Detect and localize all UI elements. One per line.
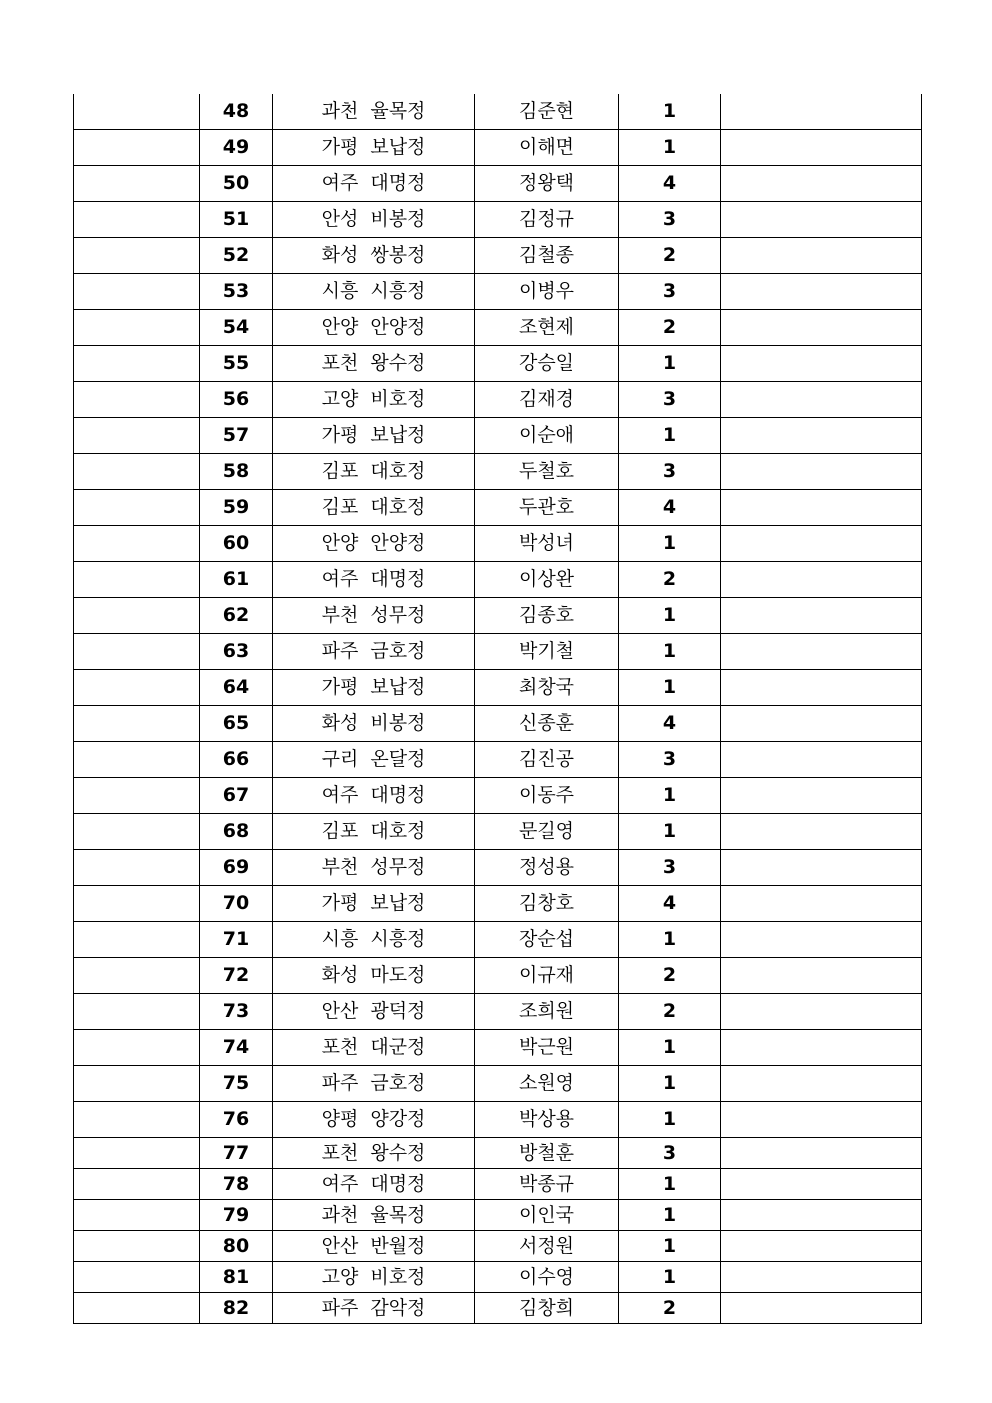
blank-cell: [721, 1293, 922, 1324]
table-row: [74, 1030, 922, 1066]
table-row: [74, 850, 922, 886]
count-value: 1: [619, 1200, 721, 1231]
blank-cell: [721, 94, 922, 130]
club-name: 양평 양강정: [273, 1102, 475, 1138]
table-row: [74, 130, 922, 166]
blank-cell: [721, 886, 922, 922]
table-row: [74, 1293, 922, 1324]
blank-cell: [74, 1262, 200, 1293]
table-row: [74, 562, 922, 598]
blank-cell: [721, 850, 922, 886]
blank-cell: [721, 562, 922, 598]
blank-cell: [721, 742, 922, 778]
club-name: 파주 감악정: [273, 1293, 475, 1324]
club-name: 과천 율목정: [273, 94, 475, 130]
count-value: 1: [619, 346, 721, 382]
blank-cell: [74, 994, 200, 1030]
member-name: 강승일: [475, 346, 619, 382]
table-row: [74, 670, 922, 706]
member-name: 최창국: [475, 670, 619, 706]
row-number: 61: [200, 562, 273, 598]
row-number: 74: [200, 1030, 273, 1066]
member-name: 문길영: [475, 814, 619, 850]
blank-cell: [721, 166, 922, 202]
blank-cell: [74, 634, 200, 670]
blank-cell: [721, 526, 922, 562]
member-name: 두관호: [475, 490, 619, 526]
club-name: 시흥 시흥정: [273, 274, 475, 310]
blank-cell: [74, 166, 200, 202]
club-name: 고양 비호정: [273, 382, 475, 418]
member-name: 박성녀: [475, 526, 619, 562]
member-name: 박근원: [475, 1030, 619, 1066]
club-name: 포천 왕수정: [273, 1138, 475, 1169]
blank-cell: [721, 346, 922, 382]
row-number: 77: [200, 1138, 273, 1169]
count-value: 1: [619, 1262, 721, 1293]
table-row: [74, 238, 922, 274]
member-name: 이규재: [475, 958, 619, 994]
club-name: 가평 보납정: [273, 418, 475, 454]
blank-cell: [74, 1231, 200, 1262]
table-row: [74, 922, 922, 958]
count-value: 4: [619, 490, 721, 526]
club-name: 여주 대명정: [273, 166, 475, 202]
blank-cell: [74, 490, 200, 526]
club-name: 고양 비호정: [273, 1262, 475, 1293]
member-name: 소원영: [475, 1066, 619, 1102]
row-number: 65: [200, 706, 273, 742]
blank-cell: [74, 202, 200, 238]
table-row: [74, 418, 922, 454]
count-value: 3: [619, 382, 721, 418]
blank-cell: [74, 850, 200, 886]
blank-cell: [74, 454, 200, 490]
table-row: [74, 1102, 922, 1138]
club-name: 포천 대군정: [273, 1030, 475, 1066]
blank-cell: [721, 1030, 922, 1066]
count-value: 1: [619, 922, 721, 958]
blank-cell: [721, 1262, 922, 1293]
row-number: 50: [200, 166, 273, 202]
blank-cell: [74, 310, 200, 346]
row-number: 53: [200, 274, 273, 310]
blank-cell: [74, 1102, 200, 1138]
blank-cell: [721, 1231, 922, 1262]
club-name: 김포 대호정: [273, 490, 475, 526]
blank-cell: [721, 1138, 922, 1169]
row-number: 57: [200, 418, 273, 454]
blank-cell: [721, 1102, 922, 1138]
member-name: 서정원: [475, 1231, 619, 1262]
blank-cell: [74, 418, 200, 454]
club-name: 화성 쌍봉정: [273, 238, 475, 274]
blank-cell: [721, 958, 922, 994]
blank-cell: [74, 670, 200, 706]
blank-cell: [721, 202, 922, 238]
row-number: 81: [200, 1262, 273, 1293]
row-number: 75: [200, 1066, 273, 1102]
count-value: 2: [619, 994, 721, 1030]
club-name: 안양 안양정: [273, 310, 475, 346]
count-value: 1: [619, 1169, 721, 1200]
blank-cell: [721, 454, 922, 490]
blank-cell: [721, 238, 922, 274]
blank-cell: [721, 778, 922, 814]
count-value: 2: [619, 238, 721, 274]
count-value: 1: [619, 1066, 721, 1102]
club-name: 과천 율목정: [273, 1200, 475, 1231]
blank-cell: [721, 274, 922, 310]
count-value: 1: [619, 598, 721, 634]
club-name: 안산 반월정: [273, 1231, 475, 1262]
table-row: [74, 382, 922, 418]
table-row: [74, 346, 922, 382]
member-name: 김정규: [475, 202, 619, 238]
member-name: 이상완: [475, 562, 619, 598]
row-number: 63: [200, 634, 273, 670]
blank-cell: [721, 634, 922, 670]
club-name: 화성 비봉정: [273, 706, 475, 742]
blank-cell: [74, 562, 200, 598]
member-name: 조현제: [475, 310, 619, 346]
row-number: 48: [200, 94, 273, 130]
count-value: 1: [619, 814, 721, 850]
count-value: 4: [619, 166, 721, 202]
blank-cell: [74, 1293, 200, 1324]
blank-cell: [74, 274, 200, 310]
row-number: 64: [200, 670, 273, 706]
count-value: 3: [619, 454, 721, 490]
blank-cell: [721, 670, 922, 706]
table-row: [74, 1231, 922, 1262]
count-value: 2: [619, 1293, 721, 1324]
blank-cell: [721, 706, 922, 742]
table-row: [74, 490, 922, 526]
table-row: [74, 778, 922, 814]
row-number: 59: [200, 490, 273, 526]
member-name: 김재경: [475, 382, 619, 418]
member-name: 두철호: [475, 454, 619, 490]
blank-cell: [74, 382, 200, 418]
member-name: 조희원: [475, 994, 619, 1030]
table-row: [74, 274, 922, 310]
blank-cell: [74, 598, 200, 634]
row-number: 56: [200, 382, 273, 418]
row-number: 52: [200, 238, 273, 274]
member-name: 정왕택: [475, 166, 619, 202]
blank-cell: [721, 1066, 922, 1102]
club-name: 안성 비봉정: [273, 202, 475, 238]
count-value: 1: [619, 418, 721, 454]
club-name: 화성 마도정: [273, 958, 475, 994]
row-number: 82: [200, 1293, 273, 1324]
member-name: 김철종: [475, 238, 619, 274]
blank-cell: [74, 778, 200, 814]
blank-cell: [721, 1169, 922, 1200]
club-name: 가평 보납정: [273, 886, 475, 922]
count-value: 1: [619, 670, 721, 706]
blank-cell: [721, 814, 922, 850]
count-value: 1: [619, 94, 721, 130]
blank-cell: [74, 346, 200, 382]
table-row: [74, 454, 922, 490]
member-name: 이인국: [475, 1200, 619, 1231]
table-row: [74, 1169, 922, 1200]
club-name: 김포 대호정: [273, 814, 475, 850]
row-number: 70: [200, 886, 273, 922]
roster-table: [73, 94, 922, 1324]
count-value: 3: [619, 274, 721, 310]
blank-cell: [721, 310, 922, 346]
row-number: 71: [200, 922, 273, 958]
blank-cell: [721, 994, 922, 1030]
club-name: 부천 성무정: [273, 850, 475, 886]
table-row: [74, 202, 922, 238]
blank-cell: [74, 814, 200, 850]
blank-cell: [74, 922, 200, 958]
member-name: 이동주: [475, 778, 619, 814]
table-row: [74, 634, 922, 670]
member-name: 이해면: [475, 130, 619, 166]
club-name: 가평 보납정: [273, 130, 475, 166]
count-value: 4: [619, 706, 721, 742]
table-row: [74, 1066, 922, 1102]
count-value: 1: [619, 130, 721, 166]
club-name: 여주 대명정: [273, 778, 475, 814]
row-number: 72: [200, 958, 273, 994]
row-number: 68: [200, 814, 273, 850]
blank-cell: [721, 922, 922, 958]
table-row: [74, 886, 922, 922]
count-value: 1: [619, 526, 721, 562]
member-name: 이수영: [475, 1262, 619, 1293]
table-row: [74, 526, 922, 562]
count-value: 4: [619, 886, 721, 922]
club-name: 김포 대호정: [273, 454, 475, 490]
blank-cell: [721, 490, 922, 526]
blank-cell: [74, 1169, 200, 1200]
club-name: 파주 금호정: [273, 1066, 475, 1102]
table-row: [74, 94, 922, 130]
club-name: 가평 보납정: [273, 670, 475, 706]
count-value: 3: [619, 1138, 721, 1169]
row-number: 54: [200, 310, 273, 346]
member-name: 김창호: [475, 886, 619, 922]
table-row: [74, 166, 922, 202]
member-name: 신종훈: [475, 706, 619, 742]
count-value: 1: [619, 1231, 721, 1262]
table-row: [74, 310, 922, 346]
row-number: 78: [200, 1169, 273, 1200]
member-name: 이병우: [475, 274, 619, 310]
member-name: 박상용: [475, 1102, 619, 1138]
blank-cell: [74, 238, 200, 274]
club-name: 안양 안양정: [273, 526, 475, 562]
blank-cell: [74, 958, 200, 994]
member-name: 방철훈: [475, 1138, 619, 1169]
table-row: [74, 706, 922, 742]
member-name: 박기철: [475, 634, 619, 670]
blank-cell: [74, 526, 200, 562]
blank-cell: [721, 1200, 922, 1231]
count-value: 3: [619, 742, 721, 778]
club-name: 구리 온달정: [273, 742, 475, 778]
count-value: 1: [619, 1030, 721, 1066]
club-name: 안산 광덕정: [273, 994, 475, 1030]
row-number: 58: [200, 454, 273, 490]
table-row: [74, 1262, 922, 1293]
member-name: 장순섭: [475, 922, 619, 958]
roster-body: [74, 94, 922, 1324]
blank-cell: [74, 130, 200, 166]
table-row: [74, 1138, 922, 1169]
row-number: 55: [200, 346, 273, 382]
table-row: [74, 742, 922, 778]
blank-cell: [721, 130, 922, 166]
blank-cell: [74, 886, 200, 922]
row-number: 49: [200, 130, 273, 166]
table-row: [74, 994, 922, 1030]
row-number: 66: [200, 742, 273, 778]
row-number: 69: [200, 850, 273, 886]
blank-cell: [721, 382, 922, 418]
blank-cell: [74, 1030, 200, 1066]
blank-cell: [721, 598, 922, 634]
row-number: 80: [200, 1231, 273, 1262]
count-value: 2: [619, 562, 721, 598]
row-number: 79: [200, 1200, 273, 1231]
blank-cell: [74, 742, 200, 778]
member-name: 박종규: [475, 1169, 619, 1200]
blank-cell: [74, 94, 200, 130]
club-name: 여주 대명정: [273, 562, 475, 598]
row-number: 76: [200, 1102, 273, 1138]
count-value: 1: [619, 634, 721, 670]
row-number: 62: [200, 598, 273, 634]
count-value: 2: [619, 310, 721, 346]
blank-cell: [74, 1066, 200, 1102]
club-name: 포천 왕수정: [273, 346, 475, 382]
club-name: 부천 성무정: [273, 598, 475, 634]
member-name: 정성용: [475, 850, 619, 886]
count-value: 1: [619, 1102, 721, 1138]
blank-cell: [74, 706, 200, 742]
member-name: 김준현: [475, 94, 619, 130]
table-row: [74, 958, 922, 994]
table-row: [74, 598, 922, 634]
row-number: 73: [200, 994, 273, 1030]
club-name: 여주 대명정: [273, 1169, 475, 1200]
club-name: 시흥 시흥정: [273, 922, 475, 958]
blank-cell: [721, 418, 922, 454]
count-value: 3: [619, 850, 721, 886]
club-name: 파주 금호정: [273, 634, 475, 670]
count-value: 2: [619, 958, 721, 994]
row-number: 51: [200, 202, 273, 238]
row-number: 67: [200, 778, 273, 814]
member-name: 김창희: [475, 1293, 619, 1324]
count-value: 3: [619, 202, 721, 238]
row-number: 60: [200, 526, 273, 562]
member-name: 김진공: [475, 742, 619, 778]
count-value: 1: [619, 778, 721, 814]
table-row: [74, 814, 922, 850]
member-name: 이순애: [475, 418, 619, 454]
blank-cell: [74, 1138, 200, 1169]
table-row: [74, 1200, 922, 1231]
member-name: 김종호: [475, 598, 619, 634]
blank-cell: [74, 1200, 200, 1231]
